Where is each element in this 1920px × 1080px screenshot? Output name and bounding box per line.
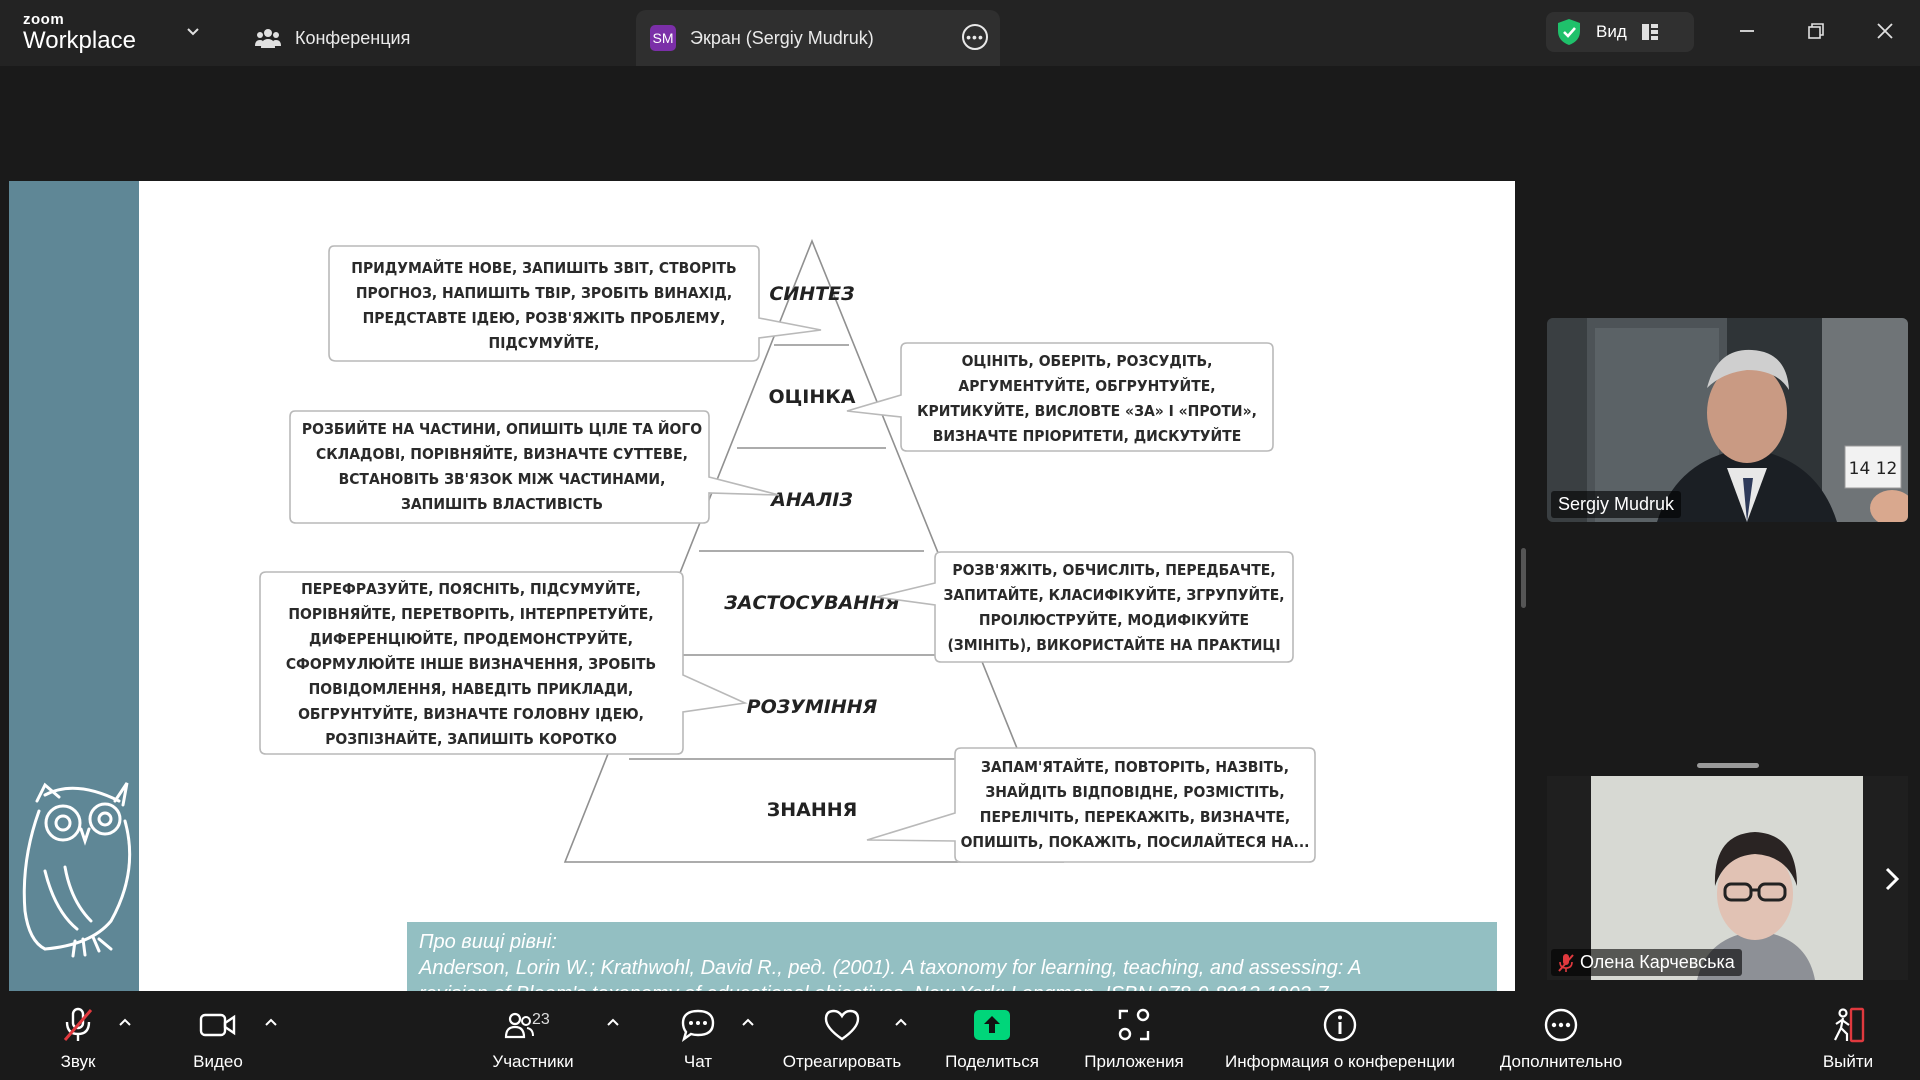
more-options-icon[interactable]: ••• [962,24,988,50]
more-icon [1543,1007,1579,1043]
restore-icon[interactable] [1801,16,1831,46]
logo-small-text: zoom [23,11,65,28]
apps-label: Приложения [1084,1052,1184,1071]
meeting-info-label: Информация о конференции [1225,1052,1455,1071]
zoom-workplace-logo[interactable] [23,12,136,54]
caret-up-icon[interactable] [605,1015,621,1031]
bubble-text: ЗАПИТАЙТЕ, КЛАСИФІКУЙТЕ, ЗГРУПУЙТЕ, [943,586,1285,604]
participants-button[interactable] [488,991,578,1080]
bubble-text: ПЕРЕФРАЗУЙТЕ, ПОЯСНІТЬ, ПІДСУМУЙТЕ, [301,580,641,598]
minimize-icon[interactable] [1732,16,1762,46]
heart-icon [823,1008,861,1042]
level-label: ЗАСТОСУВАННЯ [724,592,900,614]
bubble-text: ЗАПАМ'ЯТАЙТЕ, ПОВТОРІТЬ, НАЗВІТЬ, [980,758,1290,776]
level-label: ОЦІНКА [768,386,856,408]
share-screen-icon [973,1009,1011,1041]
audio-button[interactable] [48,991,108,1080]
muted-mic-icon [1558,953,1574,973]
bubble-text: СФОРМУЛЮЙТЕ ІНШЕ ВИЗНАЧЕННЯ, ЗРОБІТЬ [285,655,657,673]
bubble-text: ПРИДУМАЙТЕ НОВЕ, ЗАПИШІТЬ ЗВІТ, СТВОРІТЬ [351,259,737,277]
participants-count: 23 [532,1011,550,1028]
chat-icon [680,1008,716,1042]
bubble-text: РОЗВ'ЯЖІТЬ, ОБЧИСЛІТЬ, ПЕРЕДБАЧТЕ, [952,561,1276,579]
share-screen-button[interactable] [940,991,1044,1080]
caret-up-icon[interactable] [263,1015,279,1031]
info-icon [1322,1007,1358,1043]
leave-icon [1829,1006,1867,1044]
bloom-pyramid-diagram [9,181,1515,1027]
tab-conference[interactable] [255,10,410,66]
caret-up-icon[interactable] [893,1015,909,1031]
title-bar [0,0,1920,66]
bubble-text: ЗАПИШІТЬ ВЛАСТИВІСТЬ [400,495,604,513]
participant-name: Sergiy Mudruk [1558,494,1675,514]
chat-label: Чат [683,1052,713,1071]
share-label: Поделиться [945,1052,1039,1071]
bubble-text: РОЗБИЙТЕ НА ЧАСТИНИ, ОПИШІТЬ ЦІЛЕ ТА ЙОГО [301,420,703,438]
panel-resize-handle[interactable] [1521,548,1526,608]
more-label: Дополнительно [1499,1052,1623,1071]
chat-button[interactable] [678,991,718,1080]
shared-screen-area[interactable] [0,66,1530,991]
participant-name: Олена Карчевська [1580,952,1735,972]
video-camera-icon [199,1011,237,1039]
bubble-text: ПЕРЕЛІЧІТЬ, ПЕРЕКАЖІТЬ, ВИЗНАЧТЕ, [979,808,1291,826]
apps-icon [1116,1007,1152,1043]
muted-mic-icon [61,1006,95,1044]
bubble-text: ПОРІВНЯЙТЕ, ПЕРЕТВОРІТЬ, ІНТЕРПРЕТУЙТЕ, [288,605,654,623]
leave-label: Выйти [1822,1052,1874,1071]
participants-group-icon [255,26,281,50]
participant-name-tag [1551,491,1681,518]
leave-button[interactable] [1816,991,1880,1080]
react-label: Отреагировать [782,1052,902,1071]
gallery-drag-handle[interactable] [1697,763,1759,768]
sign-text: 14 12 [1848,459,1898,479]
view-layout-icon [1641,23,1659,41]
tab-screen-share[interactable] [636,10,1000,66]
video-tile-sergiy[interactable] [1547,318,1908,522]
bubble-text: ПІДСУМУЙТЕ, [488,334,600,352]
view-label: Вид [1596,22,1627,41]
citation-line: Anderson, Lorin W.; Krathwohl, David R., ред. (2001). A taxonomy for learning, teaching, and assessing: A [419,957,1362,979]
avatar: SM [650,25,676,51]
video-button[interactable] [188,991,248,1080]
video-tile-olena[interactable] [1547,776,1908,980]
gallery-next-icon[interactable] [1880,864,1904,894]
meeting-toolbar [0,991,1920,1080]
bubble-text: ДИФЕРЕНЦІЮЙТЕ, ПРОДЕМОНСТРУЙТЕ, [308,630,634,648]
presentation-slide [9,181,1515,1027]
caret-up-icon[interactable] [117,1015,133,1031]
video-label: Видео [193,1052,243,1071]
apps-button[interactable] [1077,991,1191,1080]
bubble-text: ОЦІНІТЬ, ОБЕРІТЬ, РОЗСУДІТЬ, [961,352,1213,370]
bubble-text: ПОВІДОМЛЕННЯ, НАВЕДІТЬ ПРИКЛАДИ, [308,680,634,698]
bubble-text: ВИЗНАЧТЕ ПРІОРИТЕТИ, ДИСКУТУЙТЕ [932,427,1242,445]
security-shield-icon [1556,18,1582,46]
bubble-text: АРГУМЕНТУЙТЕ, ОБГРУНТУЙТЕ, [958,377,1216,395]
audio-label: Звук [60,1052,96,1071]
bubble-text: ОПИШІТЬ, ПОКАЖІТЬ, ПОСИЛАЙТЕСЯ НА... [960,833,1310,851]
bubble-text: (ЗМІНІТЬ), ВИКОРИСТАЙТЕ НА ПРАКТИЦІ [947,636,1281,654]
bubble-text: КРИТИКУЙТЕ, ВИСЛОВТЕ «ЗА» І «ПРОТИ», [917,402,1257,420]
tab-screen-label: Экран (Sergiy Mudruk) [690,27,874,48]
participants-label: Участники [492,1052,574,1071]
bubble-text: ПРОІЛЮСТРУЙТЕ, МОДИФІКУЙТЕ [978,611,1250,629]
bubble-text: ПРОГНОЗ, НАПИШІТЬ ТВІР, ЗРОБІТЬ ВИНАХІД, [355,284,733,302]
level-label: РОЗУМІННЯ [746,696,878,718]
tab-conference-label: Конференция [295,27,411,48]
more-button[interactable] [1490,991,1632,1080]
participant-name-tag [1551,949,1742,976]
bubble-text: ВСТАНОВІТЬ ЗВ'ЯЗОК МІЖ ЧАСТИНАМИ, [338,470,666,488]
caret-up-icon[interactable] [740,1015,756,1031]
bubble-text: РОЗПІЗНАЙТЕ, ЗАПИШІТЬ КОРОТКО [325,730,617,748]
citation-heading: Про вищі рівні: [419,931,557,953]
bubble-text: ОБГРУНТУЙТЕ, ВИЗНАЧТЕ ГОЛОВНУ ІДЕЮ, [298,705,644,723]
level-label: ЗНАННЯ [766,799,858,821]
logo-big-text: Workplace [23,27,136,54]
close-icon[interactable] [1870,16,1900,46]
chevron-down-icon[interactable] [183,22,203,42]
level-label: АНАЛІЗ [771,489,853,511]
meeting-info-button[interactable] [1213,991,1467,1080]
participants-icon [504,1010,534,1040]
view-button[interactable] [1546,12,1694,52]
bubble-text: ЗНАЙДІТЬ ВІДПОВІДНЕ, РОЗМІСТІТЬ, [985,783,1285,801]
level-label: СИНТЕЗ [769,283,855,305]
react-button[interactable] [777,991,907,1080]
bubble-text: СКЛАДОВІ, ПОРІВНЯЙТЕ, ВИЗНАЧТЕ СУТТЕВЕ, [316,445,688,463]
bubble-text: ПРЕДСТАВТЕ ІДЕЮ, РОЗВ'ЯЖІТЬ ПРОБЛЕМУ, [362,309,726,327]
